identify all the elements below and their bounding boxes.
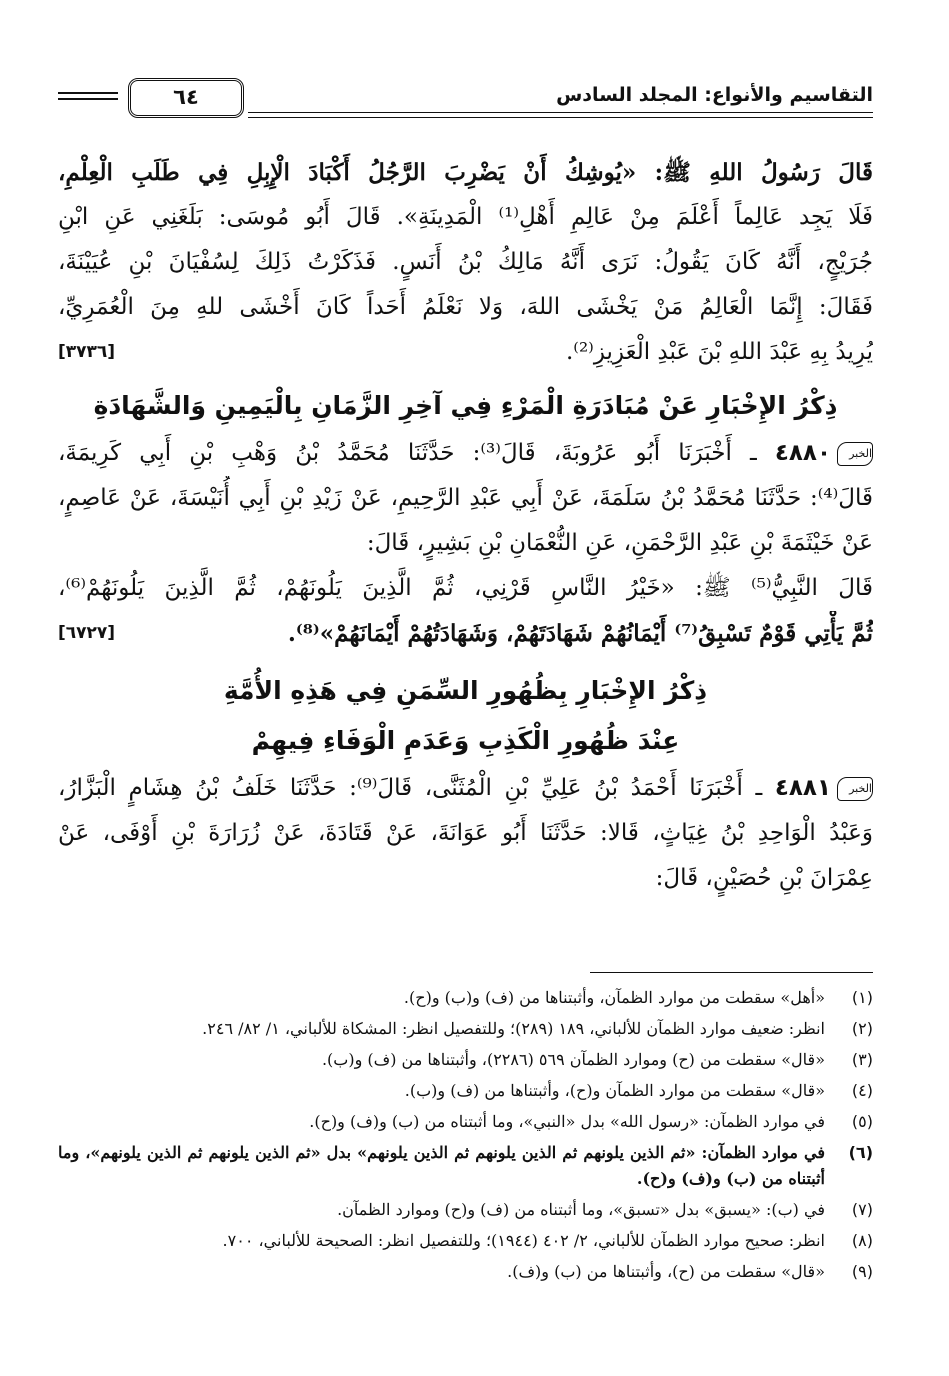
footnote <box>58 1197 873 1223</box>
hadith-badge: الخبر <box>837 442 873 466</box>
footnote <box>58 1259 873 1285</box>
text-line: عَنْ خَيْثَمَةَ بْنِ عَبْدِ الرَّحْمَنِ، عَنِ النُّعْمَانِ بْنِ بَشِيرٍ، قَالَ: <box>366 530 873 556</box>
footnote-text: «قال» سقطت من (ح)، وأثبتناها من (ب) و(ف). <box>507 1262 825 1281</box>
footnote-separator <box>590 972 873 973</box>
section-heading: ذِكْرُ الإِخْبَارِ بِظُهُورِ السِّمَنِ فِي هَذِهِ الأُمَّةِ <box>223 676 708 705</box>
main-text <box>58 150 873 901</box>
footnote <box>58 1016 873 1042</box>
text-line: فَقَالَ: إِنَّمَا الْعَالِمُ مَنْ يَخْشَى اللهَ، وَلا نَعْلَمُ أَحَداً كَانَ أَخْشَى للهِ مِنَ الْعُمَرِيِّ، <box>58 294 873 320</box>
text-line: جُرَيْجٍ، أَنَّهُ كَانَ يَقُولُ: نَرَى أَنَّهُ مَالِكُ بْنُ أَنَسٍ. فَذَكَرْتُ ذَلِكَ لِسُفْيَانَ بْنِ عُيَيْنَةَ، <box>58 249 873 275</box>
footnote-number: (٢) <box>851 1019 873 1038</box>
text-line-content: ـ أَخْبَرَنَا أَبُو عَرُوبَةَ، قَالَ⁽³⁾: حَدَّثَنَا مُحَمَّدُ بْنُ وَهْبِ بْنِ أَبِي كَرِيمَةَ، <box>58 440 757 466</box>
footnote-text: في (ب): «يسبق» بدل «تسبق»، وما أثبتناه من (ف) و(ح) وموارد الظمآن. <box>337 1200 825 1219</box>
header-dash <box>58 92 118 94</box>
text-line <box>58 611 873 656</box>
footnote-text: «قال» سقطت من موارد الظمآن و(ح)، وأثبتناها من (ف) و(ب). <box>404 1081 825 1100</box>
footnote <box>58 1140 873 1192</box>
text-line: قَالَ رَسُولُ اللهِ ﷺ: «يُوشِكُ أَنْ يَضْرِبَ الرَّجُلُ أَكْبَادَ الْإِبِلِ فِي طَلَبِ الْعِلْمِ، <box>58 159 873 186</box>
text-line: قَالَ النَّبِيُّ⁽⁵⁾ ﷺ: «خَيْرُ النَّاسِ قَرْنِي، ثُمَّ الَّذِينَ يَلُونَهُمْ، ثُمَّ الَّذِينَ يَلُونَهُمْ⁽⁶⁾، <box>58 575 873 601</box>
header-rule <box>248 117 873 118</box>
text-line: عِمْرَانَ بْنِ حُصَيْنٍ، قَالَ: <box>655 865 873 891</box>
page-number: ٦٤ <box>128 78 244 118</box>
footnote-number: (٦) <box>848 1143 873 1162</box>
footnote-number: (٨) <box>851 1231 873 1250</box>
text-line <box>58 766 873 811</box>
footnote <box>58 1228 873 1254</box>
text-line-content: ـ أَخْبَرَنَا أَحْمَدُ بْنُ عَلِيِّ بْنِ الْمُثَنَّى، قَالَ⁽⁹⁾: حَدَّثَنَا خَلَفُ بْنُ هِشَامٍ الْبَزَّارُ، <box>58 775 763 801</box>
footnote-number: (٤) <box>851 1081 873 1100</box>
hadith-badge: الخبر <box>837 777 873 801</box>
footnote <box>58 1109 873 1135</box>
footnote-text: «أهل» سقطت من موارد الظمآن، وأثبتناها من (ف) و(ب) و(ح). <box>403 988 825 1007</box>
footnote-text: في موارد الظمآن: «ثم الذين يلونهم ثم الذين يلونهم ثم الذين يلونهم» بدل «ثم الذين يلونهم ثم الذين يلونهم»، وما أثبتناه من (ب) و(ف) و(ح). <box>58 1143 825 1188</box>
footnote <box>58 1078 873 1104</box>
text-line-content: ثُمَّ يَأْتِي قَوْمٌ تَسْبِقُ⁽⁷⁾ أَيْمَانُهُمْ شَهَادَتَهُمْ، وَشَهَادَتُهُمْ أَيْمَانَهُمْ»⁽⁸⁾. <box>287 620 873 647</box>
footnote-number: (١) <box>851 988 873 1007</box>
footnotes <box>58 985 873 1290</box>
text-line: قَالَ⁽⁴⁾: حَدَّثَنَا مُحَمَّدُ بْنُ سَلَمَةَ، عَنْ أَبِي عَبْدِ الرَّحِيمِ، عَنْ زَيْدِ بْنِ أَبِي أُنَيْسَةَ، عَنْ عَاصِمٍ، <box>58 485 873 511</box>
text-line-content: يُرِيدُ بِهِ عَبْدَ اللهِ بْنَ عَبْدِ الْعَزِيزِ⁽²⁾. <box>565 339 873 365</box>
footnote-number: (٣) <box>851 1050 873 1069</box>
footnote <box>58 985 873 1011</box>
text-line <box>58 330 873 375</box>
footnote-text: انظر: صحيح موارد الظمآن للألباني، ٢/ ٤٠٢ (١٩٤٤)؛ وللتفصيل انظر: الصحيحة للألباني، ٧٠٠. <box>222 1231 825 1250</box>
text-line <box>58 431 873 476</box>
footnote-number: (٧) <box>851 1200 873 1219</box>
header-rule <box>248 112 873 113</box>
footnote-text: «قال» سقطت من (ح) وموارد الظمآن ٥٦٩ (٢٢٨٦)، وأثبتناها من (ف) و(ب). <box>321 1050 825 1069</box>
footnote-text: انظر: ضعيف موارد الظمآن للألباني، ١٨٩ (٢٨٩)؛ وللتفصيل انظر: المشكاة للألباني، ١/ ٨٢/ ٢٤٦. <box>202 1019 825 1038</box>
footnote-number: (٥) <box>851 1112 873 1131</box>
footnote-number: (٩) <box>851 1262 873 1281</box>
text-line: فَلَا يَجِد عَالِماً أَعْلَمَ مِنْ عَالِمِ أَهْلِ⁽¹⁾ الْمَدِينَةِ». قَالَ أَبُو مُوسَى: بَلَغَنِي عَنِ ابْنِ <box>58 204 873 230</box>
section-heading: عِنْدَ ظُهُورِ الْكَذِبِ وَعَدَمِ الْوَفَاءِ فِيهِمْ <box>251 726 680 755</box>
hadith-number: ٤٨٨٠ <box>774 440 832 466</box>
header-dash <box>58 98 118 100</box>
hadith-number: ٤٨٨١ <box>774 775 831 801</box>
footnote <box>58 1047 873 1073</box>
hadith-reference: [٦٧٢٧] <box>58 623 116 643</box>
hadith-reference: [٣٧٣٦] <box>58 342 116 362</box>
running-title: التقاسيم والأنواع: المجلد السادس <box>556 84 873 106</box>
section-heading: ذِكْرُ الإِخْبَارِ عَنْ مُبَادَرَةِ الْمَرْءِ فِي آخِرِ الزَّمَانِ بِالْيَمِينِ وَالشَّهَادَةِ <box>93 391 838 420</box>
page-header <box>58 78 873 118</box>
footnote-text: في موارد الظمآن: «رسول الله» بدل «النبي»، وما أثبتناه من (ب) و(ف) و(ح). <box>309 1112 825 1131</box>
text-line: وَعَبْدُ الْوَاحِدِ بْنُ غِيَاثٍ، قَالا: حَدَّثَنَا أَبُو عَوَانَةَ، عَنْ قَتَادَةَ، عَنْ زُرَارَةَ بْنِ أَوْفَى، عَنْ <box>58 820 873 846</box>
